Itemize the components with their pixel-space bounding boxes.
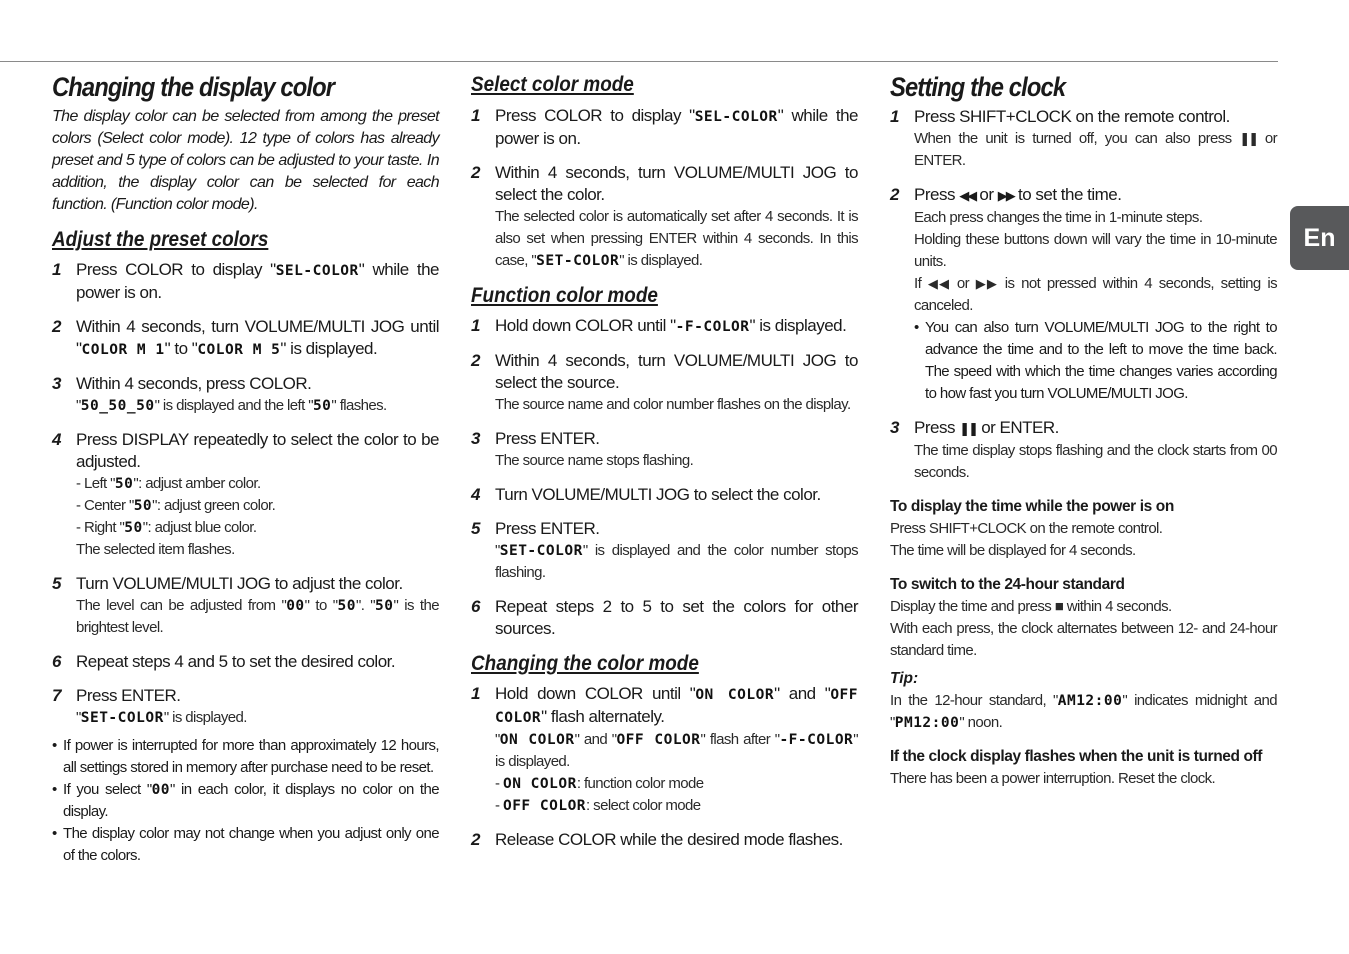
body-text: There has been a power interruption. Reset the clock. <box>890 770 1216 787</box>
pause-icon: ❚❚ <box>1239 131 1258 146</box>
step-text: Within 4 seconds, press COLOR. <box>76 374 312 393</box>
subheading: To switch to the 24-hour standard <box>890 576 1125 593</box>
body-text: Press SHIFT+CLOCK on the remote control. <box>890 520 1163 537</box>
step-text: Repeat steps 4 and 5 to set the desired color. <box>76 652 396 671</box>
note-bullet: • If you select "00" in each color, it displays no color on the display. <box>52 781 439 820</box>
step-detail: The level can be adjusted from "00" to "50". "50" is the brightest level. <box>76 597 439 636</box>
step-detail: - ON COLOR: function color mode <box>495 775 704 792</box>
step <box>52 373 439 417</box>
step-number: 2 <box>471 830 481 849</box>
step <box>471 484 858 506</box>
step <box>52 429 439 561</box>
display-readout: SEL-COLOR <box>275 263 359 279</box>
step-text: Press ENTER. <box>495 519 600 538</box>
step <box>471 105 858 150</box>
step-detail: - Center "50": adjust green color. <box>76 497 276 514</box>
section-title: Changing the display color <box>52 72 335 102</box>
step-text: Press COLOR to display "SEL-COLOR" while the power is on. <box>495 106 858 148</box>
step <box>52 259 439 304</box>
step <box>52 685 439 729</box>
step-number: 5 <box>471 519 481 538</box>
step-number: 3 <box>52 374 62 393</box>
tip-label: Tip: <box>890 670 919 687</box>
step-number: 6 <box>471 597 481 616</box>
note-bullet: • You can also turn VOLUME/MULTI JOG to the right to advance the time and to the left to move the time back. The speed with which the time changes varies according to how fast you turn VOLUME/MULTI JOG. <box>914 319 1277 402</box>
step-text: Repeat steps 2 to 5 to set the colors for other sources. <box>495 597 858 638</box>
step-text: Hold down COLOR until "ON COLOR" and "OFF COLOR" flash alternately. <box>495 684 859 726</box>
step-text: Within 4 seconds, turn VOLUME/MULTI JOG until "COLOR M 1" to "COLOR M 5" is displayed. <box>76 317 439 358</box>
step-text: Press SHIFT+CLOCK on the remote control. <box>914 107 1230 126</box>
step <box>471 683 858 817</box>
step-detail: Each press changes the time in 1-minute steps. <box>914 209 1203 226</box>
step-number: 4 <box>52 430 62 449</box>
intro-paragraph: The display color can be selected from among the preset colors (Select color mode). 12 type of colors has already preset and 5 type of colors can be adjusted to your taste. In addition, the display color can be selected for each function. (Function color mode). <box>52 108 439 213</box>
tip-text: In the 12-hour standard, "AM12:00" indicates midnight and "PM12:00" noon. <box>890 692 1277 731</box>
top-rule <box>0 61 1278 62</box>
step <box>890 184 1277 405</box>
step <box>890 417 1277 484</box>
step-text: Press ENTER. <box>76 686 181 705</box>
step-number: 2 <box>471 163 481 182</box>
step-text: Within 4 seconds, turn VOLUME/MULTI JOG to select the source. <box>495 351 858 392</box>
step-text: Press ❚❚ or ENTER. <box>914 418 1059 437</box>
step-detail: "SET-COLOR" is displayed and the color number stops flashing. <box>495 542 858 581</box>
subheading: If the clock display flashes when the unit is turned off <box>890 748 1263 765</box>
step <box>471 162 858 272</box>
step <box>471 596 858 640</box>
step-detail: The source name and color number flashes on the display. <box>495 396 851 413</box>
step <box>471 350 858 416</box>
body-text: Display the time and press ■ within 4 seconds. <box>890 598 1172 615</box>
step-number: 3 <box>471 429 481 448</box>
display-readout: COLOR M 5 <box>197 342 281 358</box>
step <box>471 518 858 584</box>
step-detail: The selected color is automatically set after 4 seconds. It is also set when pressing ENTER within 4 seconds. In this case, "SET-COLOR" is displayed. <box>495 208 858 269</box>
step-number: 3 <box>890 418 900 437</box>
step-detail: "SET-COLOR" is displayed. <box>76 709 247 726</box>
column-setting-clock <box>890 70 1277 790</box>
step-detail: - OFF COLOR: select color mode <box>495 797 701 814</box>
step-text: Hold down COLOR until "-F-COLOR" is displayed. <box>495 316 847 335</box>
step-number: 1 <box>890 107 900 126</box>
step-detail: Holding these buttons down will vary the time in 10-minute units. <box>914 231 1277 270</box>
step-text: Press ENTER. <box>495 429 600 448</box>
stop-icon: ■ <box>1054 598 1064 615</box>
step-detail: "ON COLOR" and "OFF COLOR" flash after "-F-COLOR" is displayed. <box>495 731 859 770</box>
step-text: Within 4 seconds, turn VOLUME/MULTI JOG to select the color. <box>495 163 858 204</box>
step-number: 1 <box>471 684 481 703</box>
subsection-title: Changing the color mode <box>471 652 699 675</box>
step <box>471 428 858 472</box>
step <box>890 106 1277 172</box>
step-detail: - Left "50": adjust amber color. <box>76 475 261 492</box>
step-text: Release COLOR while the desired mode flashes. <box>495 830 843 849</box>
subsection-title: Adjust the preset colors <box>52 228 269 251</box>
step-text: Press COLOR to display "SEL-COLOR" while the power is on. <box>76 260 439 302</box>
fast-forward-icon: ▶▶ <box>975 276 999 291</box>
step-number: 2 <box>471 351 481 370</box>
step-text: Press ◀◀ or ▶▶ to set the time. <box>914 185 1122 204</box>
display-readout: 50_50_50 <box>80 398 155 414</box>
note-bullet: • The display color may not change when you adjust only one of the colors. <box>52 825 439 864</box>
language-tab: En <box>1290 206 1349 270</box>
section-title: Setting the clock <box>890 72 1066 102</box>
step-number: 2 <box>52 317 62 336</box>
rewind-icon: ◀◀ <box>959 188 976 203</box>
step-number: 1 <box>471 106 481 125</box>
note-bullet: • If power is interrupted for more than approximately 12 hours, all settings stored in memory after purchase need to be reset. <box>52 737 439 776</box>
step-detail: - Right "50": adjust blue color. <box>76 519 257 536</box>
step <box>471 829 858 851</box>
step <box>52 316 439 361</box>
step-detail: The time display stops flashing and the clock starts from 00 seconds. <box>914 442 1277 481</box>
column-display-color <box>52 70 439 867</box>
step-detail: If ◀◀ or ▶▶ is not pressed within 4 seconds, setting is canceled. <box>914 275 1278 314</box>
fast-forward-icon: ▶▶ <box>997 188 1014 203</box>
step-text: Press DISPLAY repeatedly to select the color to be adjusted. <box>76 430 439 471</box>
step-number: 2 <box>890 185 900 204</box>
step <box>52 651 439 673</box>
step <box>52 573 439 639</box>
step-number: 7 <box>52 686 62 705</box>
step <box>471 315 858 338</box>
step-text: Turn VOLUME/MULTI JOG to select the color. <box>495 485 821 504</box>
step-detail: The source name stops flashing. <box>495 452 694 469</box>
display-readout: 50 <box>312 398 332 414</box>
column-color-modes <box>471 70 858 851</box>
subsection-title: Select color mode <box>471 73 634 96</box>
step-detail: The selected item flashes. <box>76 541 235 558</box>
pause-icon: ❚❚ <box>959 421 977 436</box>
step-detail: When the unit is turned off, you can also press ❚❚ or ENTER. <box>914 130 1277 169</box>
step-number: 4 <box>471 485 481 504</box>
body-text: The time will be displayed for 4 seconds. <box>890 542 1136 559</box>
step-number: 1 <box>52 260 62 279</box>
subheading: To display the time while the power is on <box>890 498 1174 515</box>
subsection-title: Function color mode <box>471 284 658 307</box>
rewind-icon: ◀◀ <box>927 276 951 291</box>
display-readout: COLOR M 1 <box>81 342 165 358</box>
step-number: 1 <box>471 316 481 335</box>
step-text: Turn VOLUME/MULTI JOG to adjust the color. <box>76 574 403 593</box>
step-number: 5 <box>52 574 62 593</box>
step-detail: "50_50_50" is displayed and the left "50" flashes. <box>76 397 387 414</box>
body-text: With each press, the clock alternates between 12- and 24-hour standard time. <box>890 620 1277 659</box>
step-number: 6 <box>52 652 62 671</box>
